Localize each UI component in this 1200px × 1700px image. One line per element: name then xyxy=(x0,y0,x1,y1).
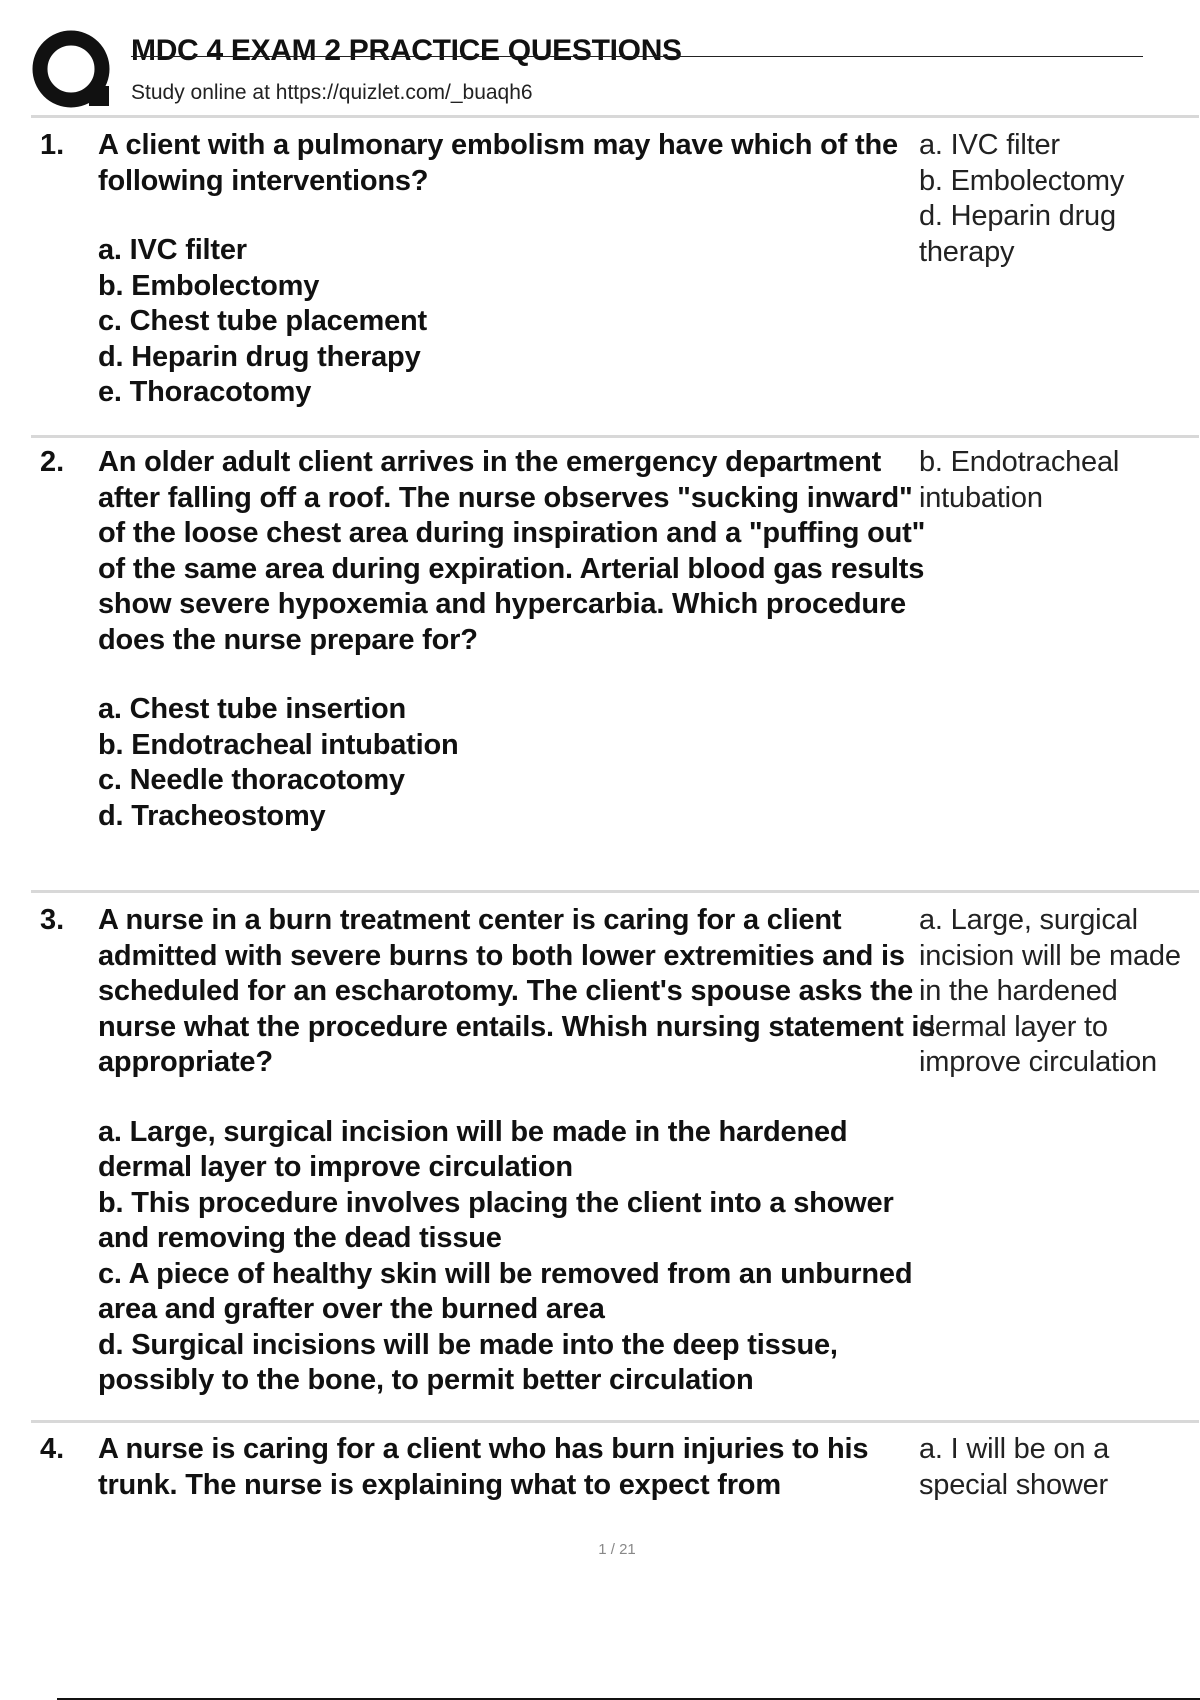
question-number: 4. xyxy=(40,1433,65,1465)
answer-options xyxy=(98,233,944,411)
page-indicator: 1 / 21 xyxy=(598,1541,636,1558)
question-body xyxy=(98,903,944,1399)
question-card xyxy=(31,445,1199,893)
option: b. This procedure involves placing the client into a shower and removing the dead tissue xyxy=(98,1186,894,1254)
question-body xyxy=(98,1432,944,1503)
question-stem: A nurse in a burn treatment center is caring for a client admitted with severe burns to both lower extremities and is scheduled for an escharotomy. The client's spouse asks the nurse what the procedure entails. Whish nursing statement is appropriate? xyxy=(98,904,936,1078)
question-card xyxy=(31,1432,1199,1512)
option: a. Large, surgical incision will be made in the hardened dermal layer to improve circulation xyxy=(98,1115,848,1183)
option: a. Chest tube insertion xyxy=(98,693,406,725)
answer-text: a. Large, surgical incision will be made in the hardened dermal layer to improve circulation xyxy=(919,904,1181,1078)
page-title: MDC 4 EXAM 2 PRACTICE QUESTIONS xyxy=(131,34,682,67)
option: b. Embolectomy xyxy=(98,269,320,302)
option: d. Heparin drug therapy xyxy=(98,340,421,373)
question-stem: An older adult client arrives in the emergency department after falling off a roof. The nurse observes "sucking inward" of the loose chest area during inspiration and a "puffing out" of the same area during expiration. Arterial blood gas results show severe hypoxemia and hypercarbia. Which procedure does the nurse prepare for? xyxy=(98,446,926,656)
header-divider xyxy=(31,115,1199,118)
option: c. Needle thoracotomy xyxy=(98,764,405,796)
option: e. Thoracotomy xyxy=(98,376,312,408)
title-rule xyxy=(131,56,1143,57)
answer-options xyxy=(98,1115,944,1399)
question-card xyxy=(31,128,1199,438)
answer xyxy=(919,903,1199,1081)
answer-options xyxy=(98,692,944,834)
answer-text: a. IVC filter b. Embolectomy d. Heparin drug therapy xyxy=(919,129,1125,268)
study-online-link[interactable]: Study online at https://quizlet.com/_buaqh6 xyxy=(131,81,533,104)
option: c. A piece of healthy skin will be removed from an unburned area and grafter over the burned area xyxy=(98,1257,913,1325)
answer xyxy=(919,1432,1199,1503)
question-number: 2. xyxy=(40,446,65,478)
option: b. Endotracheal intubation xyxy=(98,728,459,761)
question-body xyxy=(98,128,944,411)
option: d. Tracheostomy xyxy=(98,799,326,832)
question-number: 3. xyxy=(40,904,65,936)
option: a. IVC filter xyxy=(98,234,247,266)
answer-text: a. I will be on a special shower xyxy=(919,1433,1110,1501)
option: c. Chest tube placement xyxy=(98,305,427,337)
answer xyxy=(919,128,1199,270)
question-stem: A nurse is caring for a client who has burn injuries to his trunk. The nurse is explaining what to expect from xyxy=(98,1433,869,1501)
question-card xyxy=(31,903,1199,1423)
quizlet-logo-icon xyxy=(31,30,111,110)
question-body xyxy=(98,445,944,834)
answer xyxy=(919,445,1199,516)
answer-text: b. Endotracheal intubation xyxy=(919,446,1120,514)
option: d. Surgical incisions will be made into the deep tissue, possibly to the bone, to permit better circulation xyxy=(98,1328,838,1396)
question-number: 1. xyxy=(40,129,65,161)
question-stem: A client with a pulmonary embolism may have which of the following interventions? xyxy=(98,129,898,197)
